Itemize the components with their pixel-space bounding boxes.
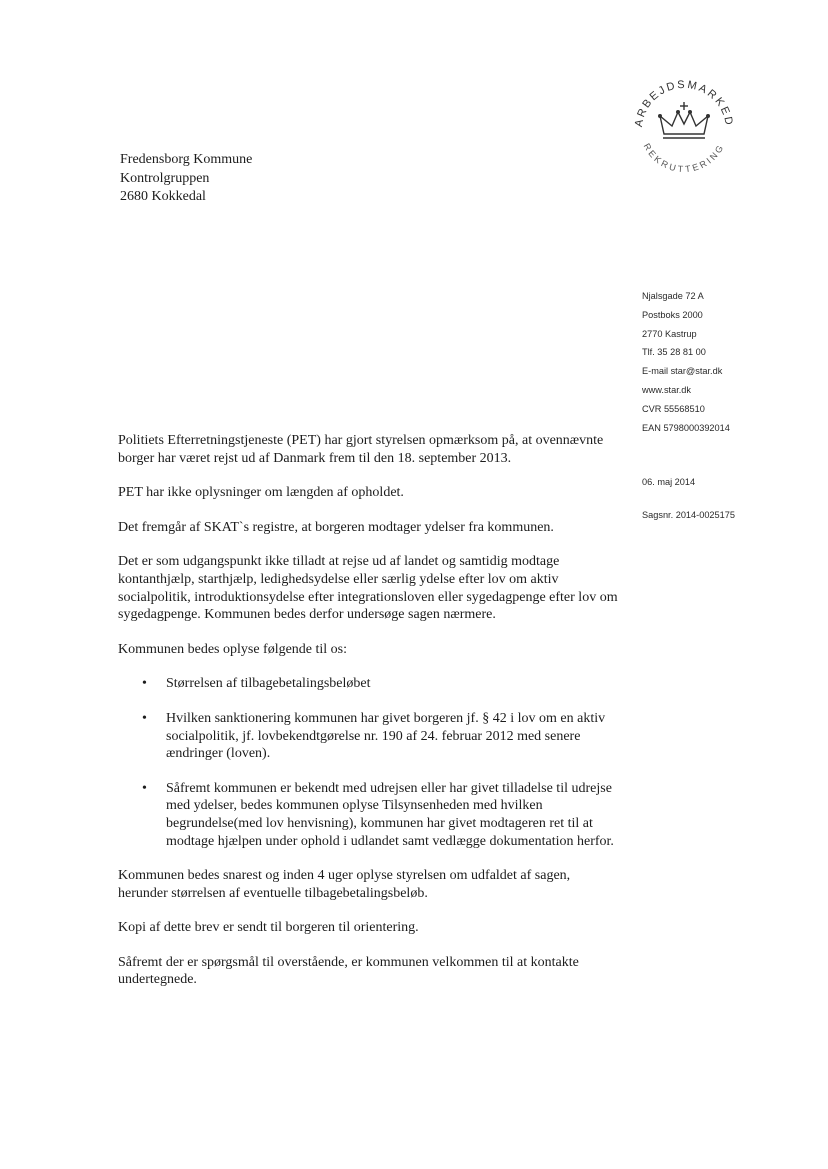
sender-website: www.star.dk [642,384,692,395]
svg-text:REKRUTTERING [642,142,727,175]
sender-email: E-mail star@star.dk [642,366,723,377]
bullet-icon: • [142,780,147,796]
list-item [118,675,618,693]
letter-date: 06. maj 2014 [642,477,696,487]
case-number: Sagsnr. 2014-0025175 [642,510,735,520]
sender-postal: 2770 Kastrup [642,328,697,339]
list-item-text: Såfremt kommunen er bekendt med udrejsen eller har givet tilladelse til udrejse med ydelser, bedes kommunen oplyse Tilsynsenheden med hvilken begrundelse(med lov henvisning), kommunen har givet modtageren ret til at modtage hjælpen under ophold i udlandet samt vedlægge dokumentation herfor. [166,780,614,849]
sender-pobox: Postboks 2000 [642,309,703,320]
crown-icon [628,70,740,182]
letter-body [118,432,618,1006]
paragraph: Kommunen bedes snarest og inden 4 uger oplyse styrelsen om udfaldet af sagen, herunder størrelsen af eventuelle tilbagebetalingsbeløb. [118,868,571,901]
paragraph: Såfremt der er spørgsmål til overstående, er kommunen velkommen til at kontakte undertegnede. [118,954,579,988]
list-item [118,780,618,850]
recipient-address [120,151,252,207]
bullet-list [118,675,618,850]
sender-street: Njalsgade 72 A [642,291,704,301]
paragraph: Det er som udgangspunkt ikke tilladt at rejse ud af landet og samtidig modtage kontanthjælp, starthjælp, ledighedsydelse eller særlig ydelse efter lov om aktiv socialpolitik, introduktionsydelse efter integrationsloven eller sygedagpenge efter lov om sygedagpenge. Kommunen bedes derfor undersøge sagen nærmere. [118,554,618,623]
paragraph: Politiets Efterretningstjeneste (PET) har gjort styrelsen opmærksom på, at ovennævnte borger har været rejst ud af Danmark frem til den 18. september 2013. [118,433,604,466]
list-item-text: Hvilken sanktionering kommunen har givet borgeren jf. § 42 i lov om en aktiv socialpolitik, jf. lovbekendtgørelse nr. 190 af 24. februar 2012 med senere ændringer (loven). [166,710,606,762]
logo-bottom-text: REKRUTTERING [641,141,727,175]
recipient-postal: 2680 Kokkedal [120,189,206,204]
paragraph: Kommunen bedes oplyse følgende til os: [118,641,348,657]
recipient-name: Fredensborg Kommune [120,152,253,167]
sender-phone: Tlf. 35 28 81 00 [642,347,706,358]
sender-ean: EAN 5798000392014 [642,422,730,433]
bullet-icon: • [142,710,147,726]
list-item [118,710,618,763]
paragraph: Kopi af dette brev er sendt til borgeren til orientering. [118,920,419,936]
recipient-department: Kontrolgruppen [120,170,210,186]
paragraph: PET har ikke oplysninger om længden af opholdet. [118,485,404,501]
bullet-icon: • [142,676,147,692]
agency-logo [628,70,740,182]
logo-top-text: ARBEJDSMARKED [632,78,736,128]
paragraph: Det fremgår af SKAT`s registre, at borgeren modtager ydelser fra kommunen. [118,519,554,535]
sender-info [642,287,735,520]
list-item-text: Størrelsen af tilbagebetalingsbeløbet [166,676,371,692]
sender-cvr: CVR 55568510 [642,403,705,414]
